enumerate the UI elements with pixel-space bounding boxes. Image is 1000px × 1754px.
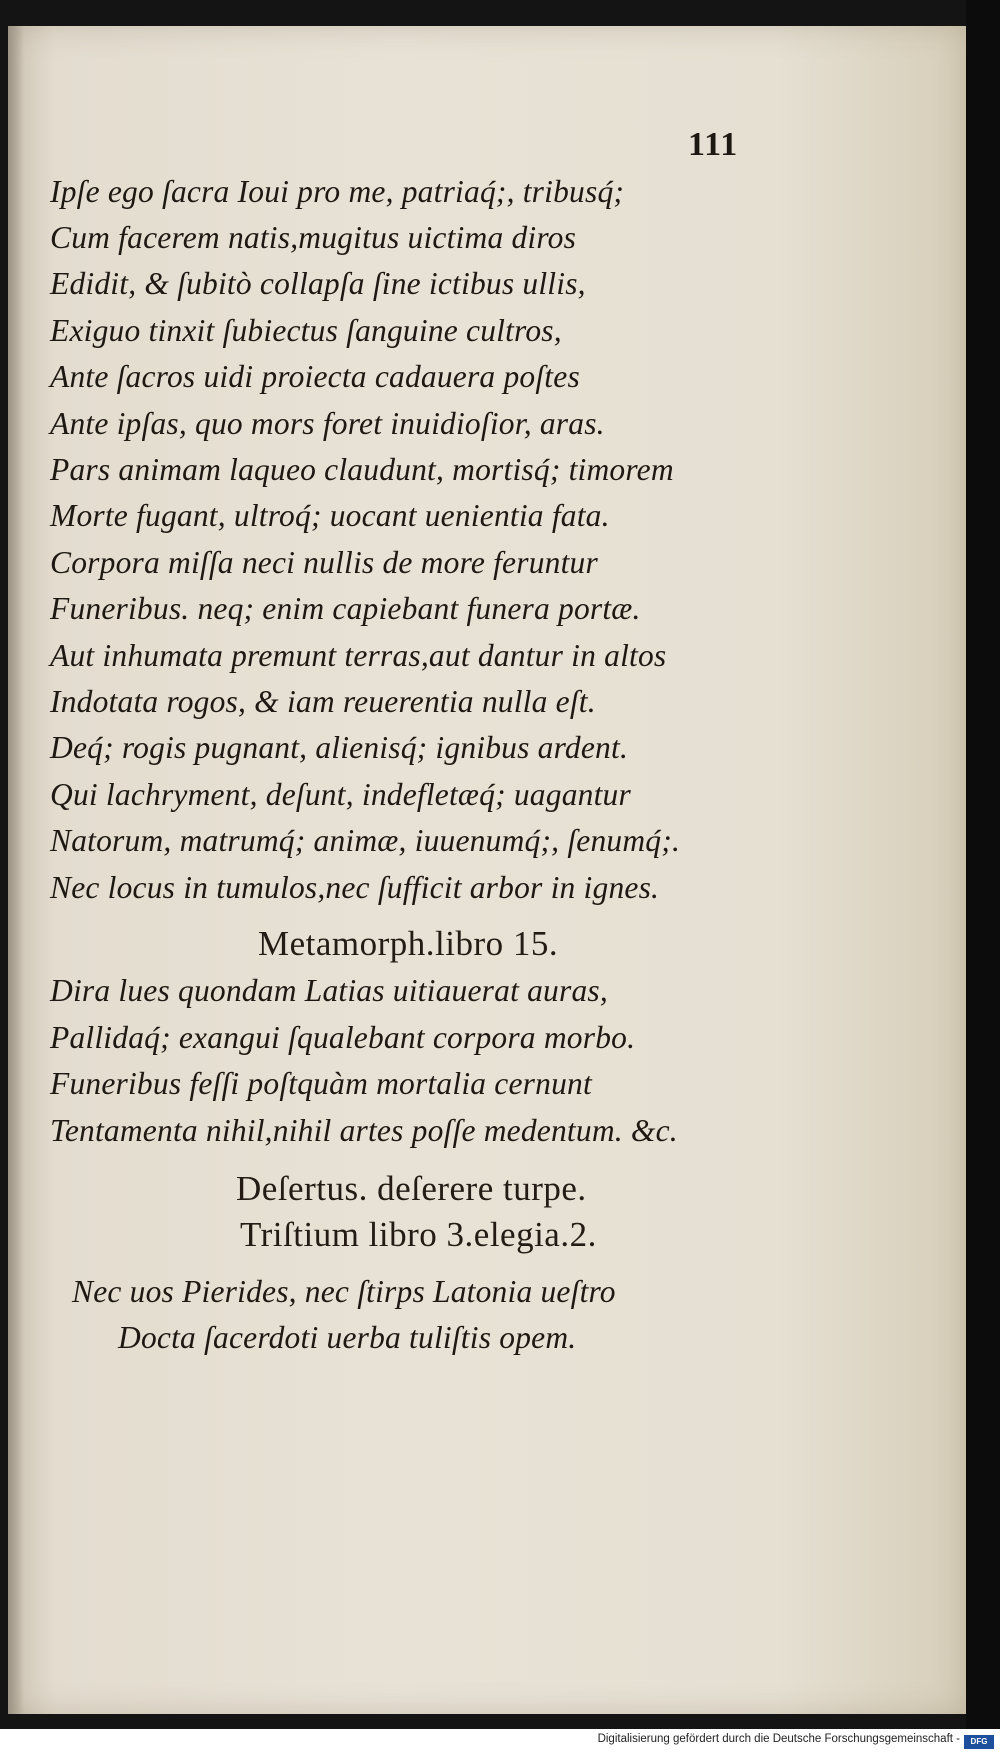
verse-line: Dira lues quondam Latias uitiauerat auras,: [50, 973, 608, 1008]
verse-line: Indotata rogos, & iam reuerentia nulla eſt.: [50, 684, 596, 719]
verse-line: Deq́; rogis pugnant, alienisq́; ignibus ardent.: [50, 730, 629, 765]
verse-line: Tentamenta nihil,nihil artes poſſe medentum. &c.: [50, 1113, 678, 1148]
funding-note: Digitalisierung gefördert durch die Deutsche Forschungsgemeinschaft -: [597, 1733, 960, 1745]
verse-line: Pars animam laqueo claudunt, mortisq́; timorem: [50, 452, 674, 487]
verse-line: Natorum, matrumq́; animæ, iuuenumq́;, ſenumq́;.: [50, 823, 681, 858]
dfg-logo: DFG: [964, 1735, 994, 1749]
verse-line: Pallidaq́; exangui ſqualebant corpora morbo.: [50, 1020, 636, 1055]
verse-line: Ante ipſas, quo mors foret inuidioſior, aras.: [50, 406, 605, 441]
scan-background: [966, 0, 1000, 1754]
page-gutter-shadow: [8, 26, 24, 1714]
verse-line: Nec locus in tumulos,nec ſufficit arbor in ignes.: [50, 870, 660, 905]
section-subheading: Triſtium libro 3.elegia.2.: [240, 1215, 597, 1254]
page-number: 111: [688, 126, 739, 163]
verse-line: Corpora miſſa neci nullis de more feruntur: [50, 545, 598, 580]
verse-line: Nec uos Pierides, nec ſtirps Latonia ueſtro: [72, 1274, 616, 1309]
verse-line: Cum facerem natis,mugitus uictima diros: [50, 220, 577, 255]
verse-line: Funeribus feſſi poſtquàm mortalia cernunt: [50, 1066, 592, 1101]
verse-line: Qui lachryment, deſunt, indefletæq́; uagantur: [50, 777, 631, 812]
verse-line: Morte fugant, ultroq́; uocant uenientia fata.: [50, 498, 610, 533]
book-page: [8, 26, 966, 1714]
verse-line: Ipſe ego ſacra Ioui pro me, patriaq́;, tribusq́;: [50, 174, 625, 209]
section-heading: Deſertus. deſerere turpe.: [236, 1169, 587, 1208]
section-heading: Metamorph.libro 15.: [258, 924, 559, 963]
verse-line: Exiguo tinxit ſubiectus ſanguine cultros,: [50, 313, 562, 348]
digitization-footer: [0, 1729, 1000, 1754]
verse-line: Ante ſacros uidi proiecta cadauera poſtes: [50, 359, 580, 394]
verse-line: Funeribus. neq; enim capiebant funera portæ.: [50, 591, 641, 626]
verse-line: Docta ſacerdoti uerba tuliſtis opem.: [118, 1320, 577, 1355]
verse-line: Aut inhumata premunt terras,aut dantur in altos: [50, 638, 667, 673]
verse-line: Edidit, & ſubitò collapſa ſine ictibus ullis,: [50, 266, 586, 301]
